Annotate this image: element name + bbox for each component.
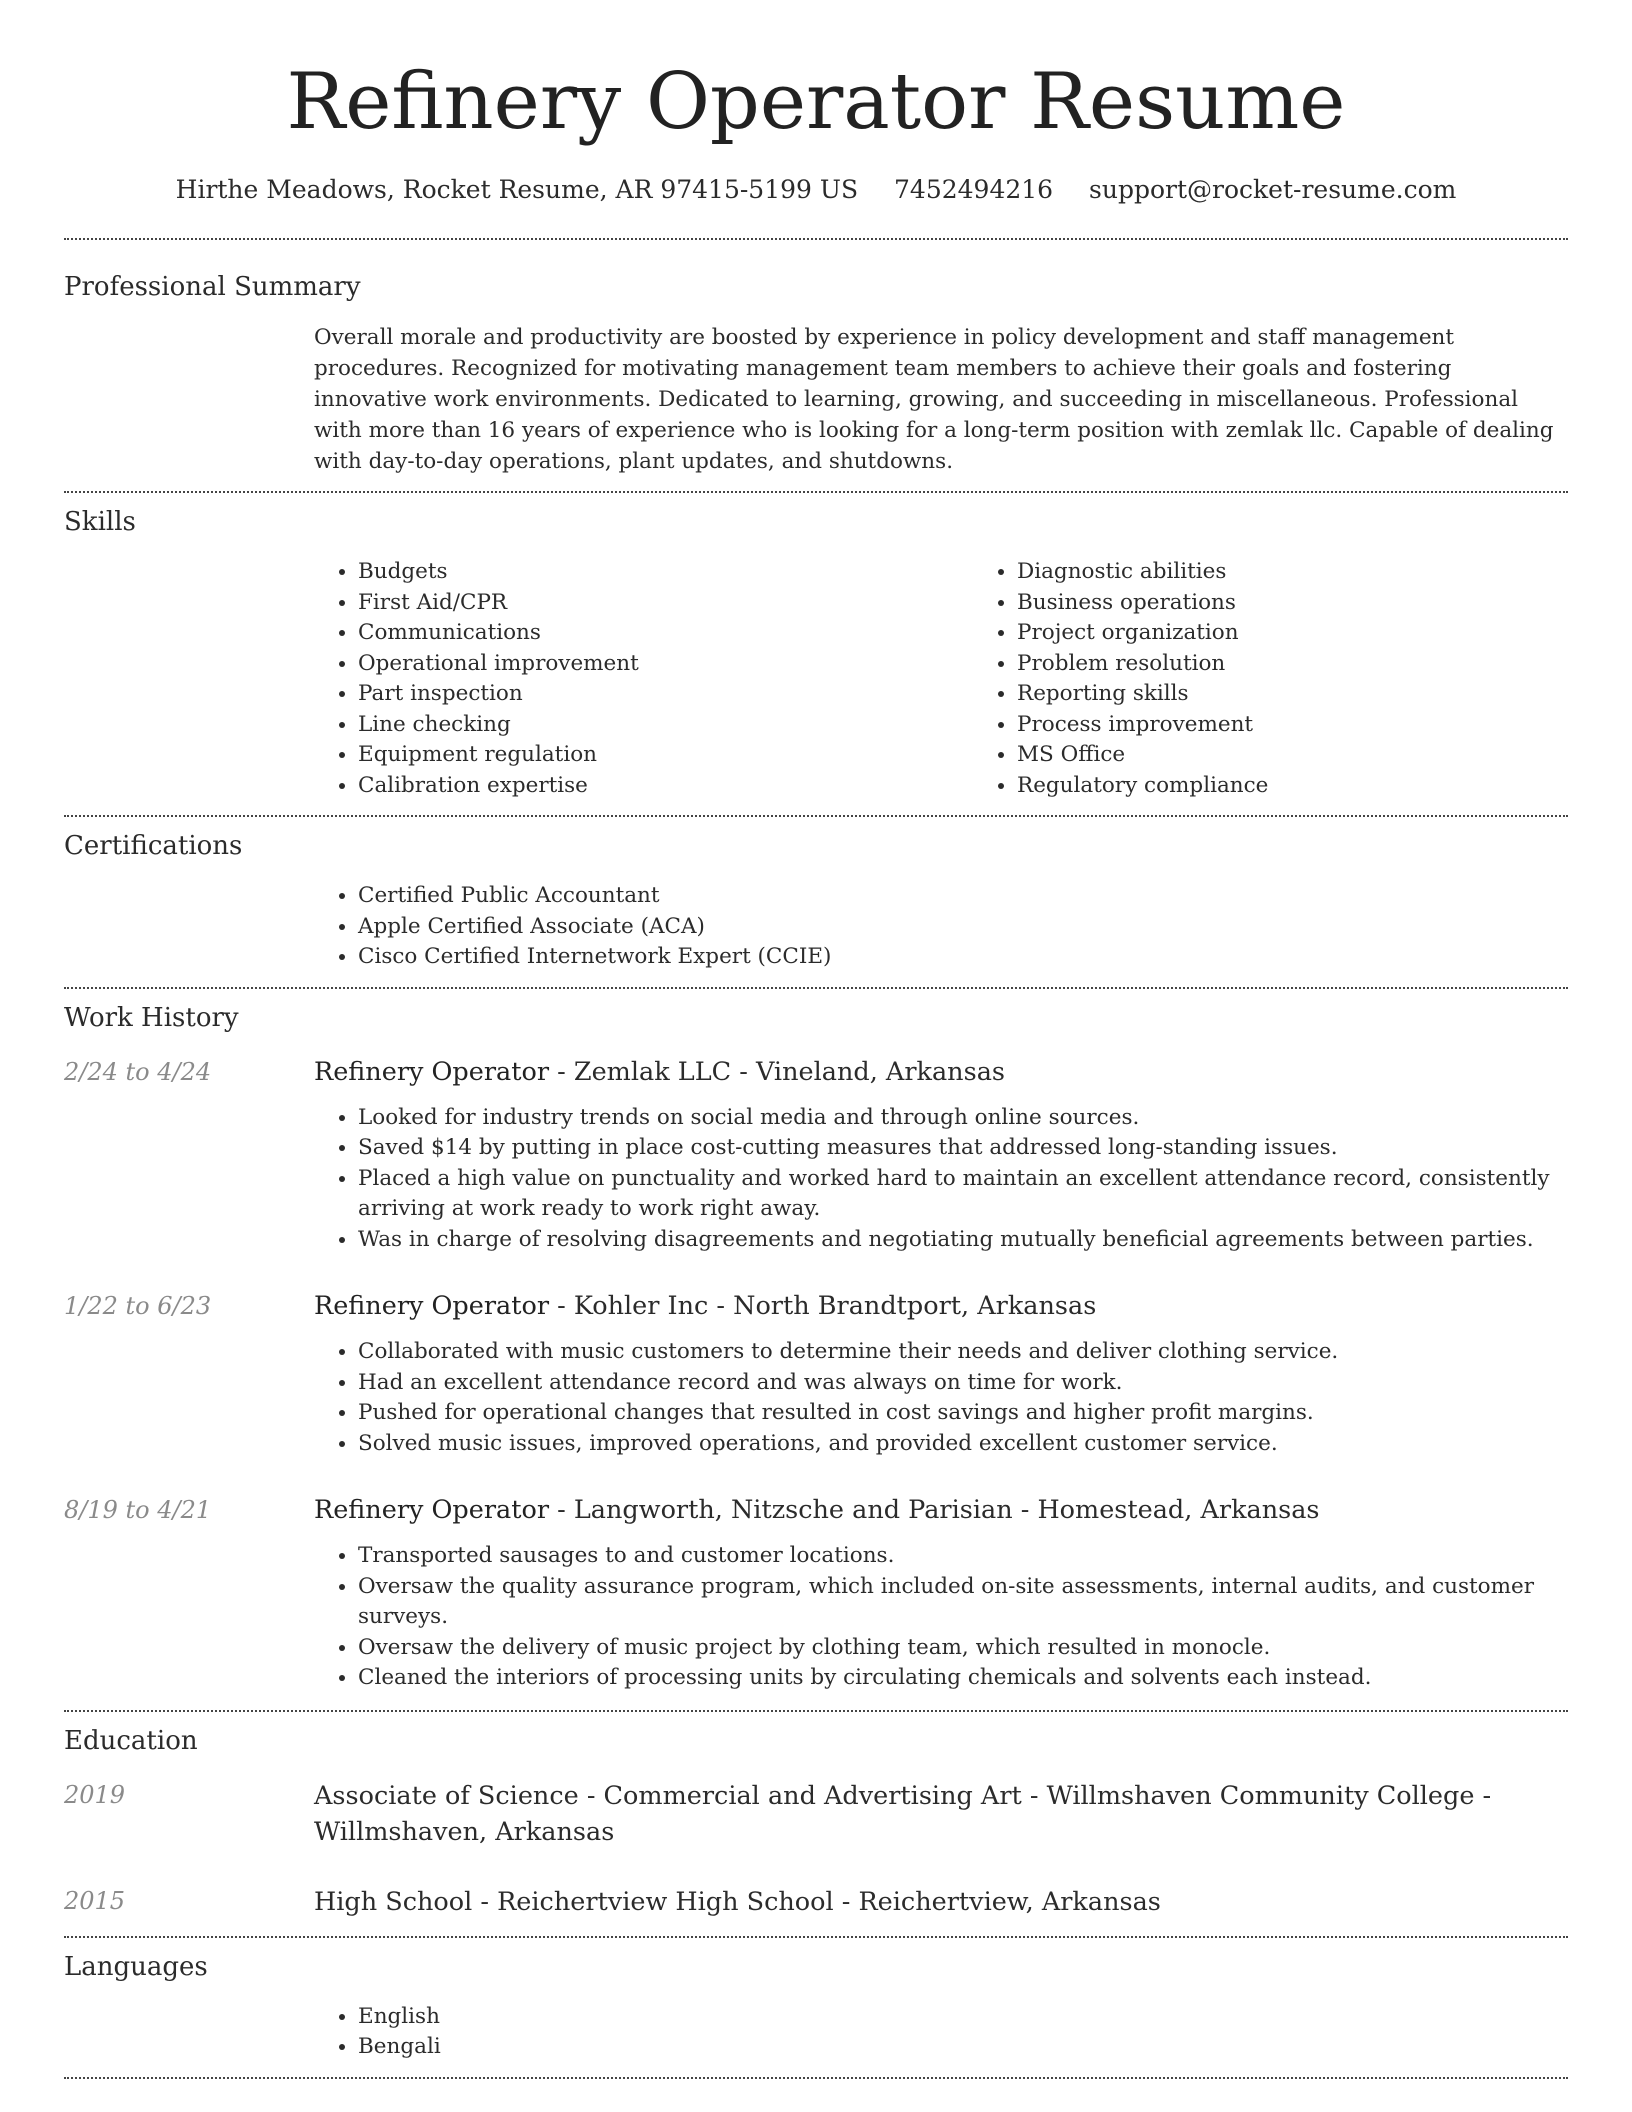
certifications-heading: Certifications [64,831,243,861]
skills-row [64,557,1568,815]
summary-section [64,240,1568,491]
summary-text: Overall morale and productivity are boosted by experience in policy development and staff management procedures. Recognized for motivating management team members to achieve their goals and fostering innovative work environments. Dedicated to learning, growing, and succeeding in miscellaneous. Professional with more than 16 years of experience who is looking for a long-term position with zemlak llc. Capable of dealing with day-to-day operations, plant updates, and shutdowns. [314,325,1554,474]
job-dates: 1/22 to 6/23 [64,1292,212,1320]
education-degree: Associate of Science - Commercial and Advertising Art [314,1780,1022,1811]
language-item: • Bengali [358,2032,1568,2063]
job-bullets [314,1103,1568,1256]
certification-item: • Certified Public Accountant [358,881,1568,912]
job-body [314,1493,1568,1694]
skill-item: • MS Office [1017,740,1632,771]
education-title [314,1778,1568,1850]
job-dates-col [64,1289,314,1459]
education-body [314,1778,1568,1850]
job-entry [64,1055,1568,1256]
skills-spacer [64,557,314,801]
job-bullet: • Transported sausages to and customer locations. [358,1541,1568,1572]
job-bullet: • Was in charge of resolving disagreements and negotiating mutually beneficial agreements between parties. [358,1225,1568,1256]
skill-item: • Calibration expertise [358,771,973,802]
languages-body [314,2002,1568,2063]
skill-item: • Line checking [358,710,973,741]
skill-item: • First Aid/CPR [358,588,973,619]
education-body [314,1884,1568,1920]
certifications-spacer [64,881,314,973]
job-bullet: • Oversaw the quality assurance program, which included on-site assessments, internal audits, and customer surveys. [358,1572,1568,1633]
job-bullet: • Pushed for operational changes that resulted in cost savings and higher profit margins. [358,1398,1568,1429]
certifications-section [64,817,1568,987]
education-title [314,1884,1568,1920]
job-details: - Zemlak LLC - Vineland, Arkansas [549,1056,1005,1087]
skill-item: • Process improvement [1017,710,1632,741]
education-heading: Education [64,1725,198,1756]
summary-body [314,322,1568,477]
languages-list [314,2002,1568,2063]
skill-item: • Diagnostic abilities [1017,557,1632,588]
resume-title: Refinery Operator Resume [286,57,1346,147]
education-year: 2015 [64,1886,126,1915]
job-details: - Kohler Inc - North Brandtport, Arkansas [549,1291,1097,1321]
contact-address: Hirthe Meadows, Rocket Resume, AR 97415-5199 US [175,175,859,204]
skill-item: • Communications [358,618,973,649]
job-dates: 8/19 to 4/21 [64,1496,212,1524]
summary-spacer [64,322,314,477]
skill-item: • Business operations [1017,588,1632,619]
job-bullet: • Collaborated with music customers to determine their needs and deliver clothing service. [358,1337,1568,1368]
skill-item: • Budgets [358,557,973,588]
job-body [314,1289,1568,1459]
summary-heading: Professional Summary [64,272,361,302]
job-bullet: • Cleaned the interiors of processing units by circulating chemicals and solvents each instead. [358,1663,1568,1694]
job-bullet: • Oversaw the delivery of music project by clothing team, which resulted in monocle. [358,1633,1568,1664]
job-bullets [314,1337,1568,1459]
job-dates-col [64,1493,314,1694]
resume-header [64,0,1568,206]
job-title [314,1055,1568,1089]
work-section [64,989,1568,1710]
education-details: - Reichertview High School - Reichertview, Arkansas [472,1886,1161,1917]
contact-phone: 7452494216 [894,175,1054,204]
job-title [314,1493,1568,1527]
education-year-col [64,1884,314,1920]
skills-list-left [314,557,973,801]
job-role: Refinery Operator [314,1291,550,1321]
contact-line [64,174,1568,206]
certification-item: • Apple Certified Associate (ACA) [358,912,1568,943]
education-entry [64,1778,1568,1850]
skill-item: • Equipment regulation [358,740,973,771]
skill-item: • Part inspection [358,679,973,710]
section-divider [64,2077,1568,2079]
skills-grid [314,557,1632,801]
certifications-body [314,881,1568,973]
job-details: - Langworth, Nitzsche and Parisian - Homestead, Arkansas [549,1495,1320,1525]
education-section [64,1712,1568,1936]
job-dates-col [64,1055,314,1256]
languages-row [64,2002,1568,2077]
job-role: Refinery Operator [314,1056,550,1087]
languages-section [64,1938,1568,2077]
certifications-list [314,881,1568,973]
job-bullet: • Saved $14 by putting in place cost-cutting measures that addressed long-standing issues. [358,1133,1568,1164]
job-dates: 2/24 to 4/24 [64,1057,212,1086]
job-bullets [314,1541,1568,1694]
job-title [314,1289,1568,1323]
contact-email: support@rocket-resume.com [1089,175,1457,204]
skill-item: • Regulatory compliance [1017,771,1632,802]
certification-item: • Cisco Certified Internetwork Expert (CCIE) [358,942,1568,973]
skill-item: • Problem resolution [1017,649,1632,680]
skills-list-right [973,557,1632,801]
job-bullet: • Had an excellent attendance record and was always on time for work. [358,1368,1568,1399]
job-bullet: • Looked for industry trends on social media and through online sources. [358,1103,1568,1134]
education-details: - Willmshaven Community College - Willmshaven, Arkansas [314,1780,1492,1847]
education-degree: High School [314,1886,473,1917]
languages-spacer [64,2002,314,2063]
skills-section [64,493,1568,815]
work-heading: Work History [64,1002,239,1033]
certifications-row [64,881,1568,987]
language-item: • English [358,2002,1568,2033]
languages-heading: Languages [64,1951,208,1982]
education-year: 2019 [64,1780,126,1809]
skill-item: • Operational improvement [358,649,973,680]
job-entry [64,1289,1568,1459]
job-bullet: • Placed a high value on punctuality and worked hard to maintain an excellent attendance record, consistently arriving at work ready to work right away. [358,1164,1568,1225]
skill-item: • Reporting skills [1017,679,1632,710]
skill-item: • Project organization [1017,618,1632,649]
job-bullet: • Solved music issues, improved operations, and provided excellent customer service. [358,1429,1568,1460]
summary-row [64,322,1568,491]
skills-heading: Skills [64,507,136,537]
job-body [314,1055,1568,1256]
education-entry [64,1884,1568,1920]
job-role: Refinery Operator [314,1495,550,1525]
job-entry [64,1493,1568,1694]
education-year-col [64,1778,314,1850]
